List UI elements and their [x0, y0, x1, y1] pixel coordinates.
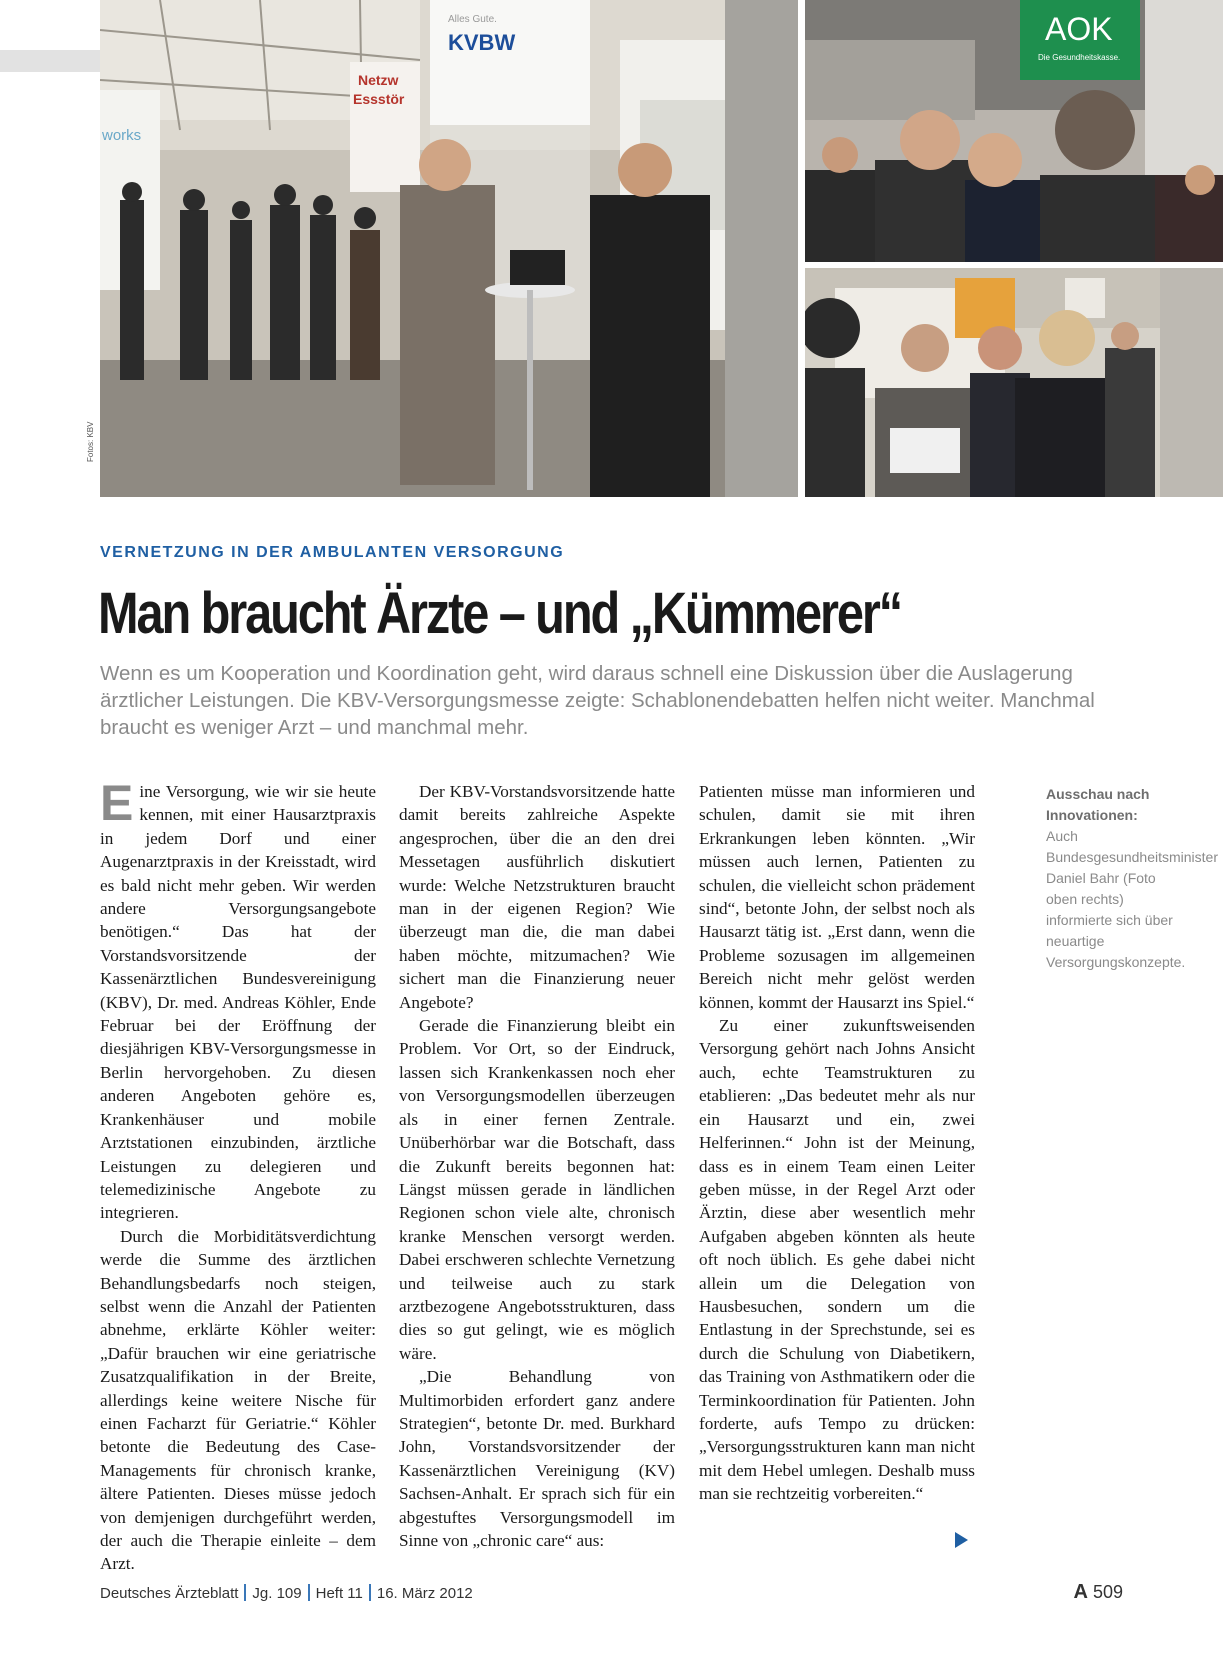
photo-sign-left: works [102, 127, 142, 144]
aok-tagline: Die Gesundheitskasse. [1038, 53, 1121, 62]
publication-name: Deutsches Ärzteblatt [100, 1585, 239, 1602]
volume: Jg. 109 [252, 1585, 302, 1602]
photo-exhibition-hall [100, 0, 798, 497]
footer-separator [369, 1584, 371, 1601]
page-footer [100, 1584, 473, 1602]
photo-sign-netz: Netzw [358, 72, 399, 88]
photo-sign-ess: Essstör [353, 91, 405, 107]
photo-discussion-group [805, 268, 1223, 497]
paragraph: „Die Behandlung von Multimorbiden erfordert ganz andere Strategien“, betonte Dr. med. Burkhard John, Vorstandsvorsitzender der Kassenärztlichen Vereinigung (KV) Sachsen-Anhalt. Er sprach sich für ein abgestuftes Versorgungsmodell im Sinne von „chronic care“ aus: [399, 1367, 675, 1550]
drop-cap: E [100, 775, 134, 831]
article-kicker: VERNETZUNG IN DER AMBULANTEN VERSORGUNG [100, 544, 565, 561]
paragraph: Der KBV-Vorstandsvorsitzende hatte damit bereits zahlreiche Aspekte angesprochen, über die an den drei Messetagen ausführlich diskutiert wurde: Welche Netzstrukturen braucht man in der eigenen Region? Wie überzeugt man die, die man dabei haben möchte, mitzumachen? Wie sichert man die Finanzierung neuer Angebote? [399, 782, 675, 1012]
page-number [1073, 1581, 1123, 1604]
issue: Heft 11 [315, 1585, 363, 1602]
paragraph: Zu einer zukunftsweisenden Versorgung gehört nach Johns Ansicht auch, echte Teamstrukturen zu etablieren: „Das bedeutet mehr als nur ein Hausarzt und ein, zwei Helferinnen.“ John ist der Meinung, dass es in einem Team einen Leiter geben müsse, in der Regel Arzt oder Ärztin, diese aber wesentlich mehr Aufgaben abgeben könnten als heute oft noch üblich. Es gehe dabei nicht allein um die Delegation von Hausbesuchen, sondern um die Entlastung in der Sprechstunde, sei es durch die Schulung von Diabetikern, das Training von Asthmatikern oder die Terminkoordination für Patienten. John forderte, aufs Tempo zu drücken: „Versorgungsstrukturen kann man nicht mit dem Hebel umlegen. Deshalb muss man sie rechtzeitig vorbereiten.“ [699, 1016, 975, 1504]
photo-caption [1046, 784, 1218, 973]
photo-minister-visit [805, 0, 1223, 262]
edge-tab [0, 50, 100, 72]
article-column-1 [100, 775, 376, 1576]
paragraph: Patienten müsse man informieren und schulen, damit sie mit ihren Erkrankungen leben könnten. „Wir müssen auch lernen, Patienten zu schulen, die vielleicht schon prädement sind“, betonte John, der selbst noch als Hausarzt tätig ist. „Erst dann, wenn die Probleme sozusagen im allgemeinen Bereich nicht mehr gelöst werden können, kommt der Hausarzt ins Spiel.“ [699, 782, 975, 1012]
caption-lead: Ausschau nach Innovationen: [1046, 786, 1150, 823]
continue-arrow-icon [955, 1532, 968, 1548]
article-headline: Man braucht Ärzte – und „Kümmerer“ [98, 581, 902, 646]
caption-text: Auch Bundesgesundheitsminister Daniel Bahr (Foto oben rechts) informierte sich über neuartige Versorgungskonzepte. [1046, 828, 1218, 970]
issue-date: 16. März 2012 [376, 1585, 473, 1602]
paragraph: Durch die Morbiditätsverdichtung werde die Summe des ärztlichen Behandlungsbedarfs noch steigen, selbst wenn die Anzahl der Patienten abnehme, erklärte Köhler weiter: „Dafür brauchen wir eine geriatrische Zusatzqualifikation in der Breite, allerdings keine weitere Nische für einen Facharzt für Geriatrie.“ Köhler betonte die Bedeutung des Case-Managements für chronisch kranke, ältere Patienten. Dieses müsse jedoch von demjenigen durchgeführt werden, der auch die Therapie einleite – dem Arzt. [100, 1226, 376, 1574]
article-column-2 [399, 780, 675, 1552]
article-column-3 [699, 780, 975, 1506]
article-standfirst: Wenn es um Kooperation und Koordination geht, wird daraus schnell eine Diskussion über die Auslagerung ärztlicher Leistungen. Die KBV-Versorgungsmesse zeigte: Schablonendebatten helfen nicht weiter. Manchmal braucht es weniger Arzt – und manchmal mehr. [100, 662, 1095, 739]
footer-separator [244, 1584, 246, 1601]
footer-separator [308, 1584, 310, 1601]
kvbw-logo-text: KVBW [448, 30, 516, 55]
paragraph: ine Versorgung, wie wir sie heute kennen, mit einer Hausarztpraxis in jedem Dorf und einer Augenarztpraxis in der Kreisstadt, wird es bald nicht mehr geben. Wir werden andere Versorgungsangebote benötigen.“ Das hat der Vorstandsvorsitzende der Kassenärztlichen Bundesvereinigung (KBV), Dr. med. Andreas Köhler, Ende Februar bei der Eröffnung der diesjährigen KBV-Versorgungsmesse in Berlin hervorgehoben. Zu diesen anderen Angeboten gehöre es, Krankenhäuser und mobile Arztstationen einzubinden, ärztliche Leistungen zu delegieren und telemedizinische Angebote zu integrieren. [100, 782, 376, 1223]
paragraph: Gerade die Finanzierung bleibt ein Problem. Vor Ort, so der Eindruck, lassen sich Krankenkassen noch eher von Versorgungsmodellen überzeugen als in einer fernen Zentrale. Unüberhörbar war die Botschaft, dass die Zukunft bereits begonnen hat: Längst müssen gerade in ländlichen Regionen schon viele alte, chronisch kranke Menschen versorgt werden. Dabei erschweren schlechte Vernetzung und teilweise auch zu stark arztbezogene Angebotsstrukturen, dass dies so gut gelingt, wie es möglich wäre. [399, 1016, 675, 1363]
photo-credit: Fotos: KBV [86, 421, 95, 462]
kvbw-tagline: Alles Gute. [448, 14, 497, 25]
page-letter: A [1073, 1581, 1088, 1603]
aok-logo-text: AOK [1045, 11, 1113, 47]
page-digits: 509 [1092, 1582, 1123, 1602]
